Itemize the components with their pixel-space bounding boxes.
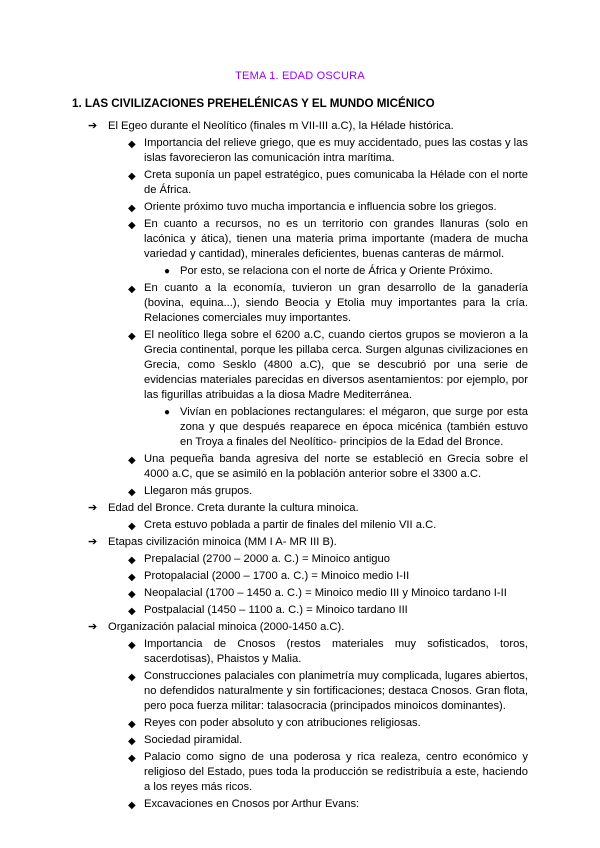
list-item (128, 750, 528, 795)
list-item (128, 328, 528, 450)
sub-items (164, 405, 528, 450)
arrow-bullet-icon: ➔ (88, 120, 98, 132)
document-title: TEMA 1. EDAD OSCURA (235, 70, 365, 82)
section-text: El Egeo durante el Neolítico (finales m VII-III a.C), la Hélade histórica. (108, 120, 454, 132)
diamond-bullet-icon: ◆ (128, 203, 136, 214)
list-item-text: Prepalacial (2700 – 2000 a. C.) = Minoico antiguo (144, 553, 390, 565)
diamond-bullet-icon: ◆ (128, 606, 136, 617)
diamond-bullet-icon: ◆ (128, 572, 136, 583)
list-item (128, 136, 528, 166)
section-items (128, 552, 528, 618)
arrow-bullet-icon: ➔ (88, 536, 98, 548)
outline-section (88, 535, 528, 618)
outline-section (88, 501, 528, 533)
diamond-bullet-icon: ◆ (128, 487, 136, 498)
diamond-bullet-icon: ◆ (128, 171, 136, 182)
list-item (128, 552, 528, 567)
section-text: Edad del Bronce. Creta durante la cultura minoica. (108, 502, 359, 514)
list-item-text: Palacio como signo de una poderosa y rica realeza, centro económico y religioso del Estado, pues toda la producción se redistribuía a este, haciendo a los reyes más ricos. (144, 751, 528, 793)
list-item-text: Construcciones palaciales con planimetría muy complicada, lugares abiertos, no defendidos naturalmente y sin fortificaciones; destaca Cnosos. Gran flota, pero poca fuerza militar: talasocracia (principados minoicos dominantes). (144, 670, 528, 712)
diamond-bullet-icon: ◆ (128, 753, 136, 764)
sub-list-item (164, 264, 528, 279)
list-item-text: Protopalacial (2000 – 1700 a. C.) = Minoico medio I-II (144, 570, 410, 582)
diamond-bullet-icon: ◆ (128, 521, 136, 532)
dot-bullet-icon: ● (164, 407, 171, 418)
outline-section (88, 119, 528, 499)
sub-items (164, 264, 528, 279)
list-item (128, 281, 528, 326)
list-item-text: Reyes con poder absoluto y con atribuciones religiosas. (144, 717, 421, 729)
list-item (128, 603, 528, 618)
diamond-bullet-icon: ◆ (128, 800, 136, 811)
section-items (128, 136, 528, 499)
list-item (128, 217, 528, 279)
section-heading: 1. LAS CIVILIZACIONES PREHELÉNICAS Y EL MUNDO MICÉNICO (72, 97, 435, 110)
list-item-text: Llegaron más grupos. (144, 485, 253, 497)
list-item-text: Importancia de Cnosos (restos materiales muy sofisticados, toros, sacerdotisas), Phaistos y Malia. (144, 638, 528, 665)
list-item-text: Postpalacial (1450 – 1100 a. C.) = Minoico tardano III (144, 604, 408, 616)
list-item (128, 518, 528, 533)
diamond-bullet-icon: ◆ (128, 220, 136, 231)
list-item-text: Una pequeña banda agresiva del norte se estableció en Grecia sobre el 4000 a.C, que se asimiló en la población anterior sobre el 3300 a.C. (144, 453, 528, 480)
list-item (128, 669, 528, 714)
list-item-text: Oriente próximo tuvo mucha importancia e influencia sobre los griegos. (144, 201, 497, 213)
list-item (128, 168, 528, 198)
diamond-bullet-icon: ◆ (128, 331, 136, 342)
list-item-text: En cuanto a recursos, no es un territorio con grandes llanuras (solo en lacónica y ática), tienen una materia prima importante (madera de mucha variedad y cantidad), minerales deficientes, buenas canteras de mármol. (144, 218, 528, 260)
list-item-text: Creta suponía un papel estratégico, pues comunicaba la Hélade con el norte de África. (144, 169, 528, 196)
dot-bullet-icon: ● (164, 266, 171, 277)
list-item (128, 200, 528, 215)
list-item (128, 637, 528, 667)
list-item-text: En cuanto a la economía, tuvieron un gran desarrollo de la ganadería (bovina, equina...), siendo Beocia y Etolia muy importantes para la cría. Relaciones comerciales muy importantes. (144, 282, 528, 324)
outline-list (88, 119, 528, 814)
diamond-bullet-icon: ◆ (128, 455, 136, 466)
diamond-bullet-icon: ◆ (128, 284, 136, 295)
list-item (128, 586, 528, 601)
section-items (128, 518, 528, 533)
list-item-text: El neolítico llega sobre el 6200 a.C, cuando ciertos grupos se movieron a la Grecia continental, porque les pillaba cerca. Surgen algunas civilizaciones en Grecia, como Sesklo (4800 a.C), que se descubrió por una serie de evidencias materiales parecidas en diversos asentamientos: por ejemplo, por las figurillas atribuidas a la diosa Madre Mediterránea. (144, 329, 528, 401)
section-text: Organización palacial minoica (2000-1450 a.C). (108, 621, 345, 633)
diamond-bullet-icon: ◆ (128, 719, 136, 730)
list-item (128, 797, 528, 812)
list-item-text: Importancia del relieve griego, que es muy accidentado, pues las costas y las islas favorecieron las comunicación intra marítima. (144, 137, 528, 164)
outline-section (88, 620, 528, 812)
diamond-bullet-icon: ◆ (128, 139, 136, 150)
sub-list-item (164, 405, 528, 450)
diamond-bullet-icon: ◆ (128, 672, 136, 683)
sub-item-text: Por esto, se relaciona con el norte de África y Oriente Próximo. (180, 265, 493, 277)
section-text: Etapas civilización minoica (MM I A- MR III B). (108, 536, 337, 548)
sub-item-text: Vivían en poblaciones rectangulares: el mégaron, que surge por esta zona y que después reaparece en época micénica (también estuvo en Troya a finales del Neolítico- principios de la Edad del Bronce. (180, 406, 528, 448)
section-items (128, 637, 528, 812)
list-item (128, 716, 528, 731)
diamond-bullet-icon: ◆ (128, 736, 136, 747)
diamond-bullet-icon: ◆ (128, 640, 136, 651)
list-item-text: Sociedad piramidal. (144, 734, 243, 746)
list-item-text: Creta estuvo poblada a partir de finales del milenio VII a.C. (144, 519, 437, 531)
list-item (128, 452, 528, 482)
diamond-bullet-icon: ◆ (128, 589, 136, 600)
list-item-text: Neopalacial (1700 – 1450 a. C.) = Minoico medio III y Minoico tardano I-II (144, 587, 507, 599)
diamond-bullet-icon: ◆ (128, 555, 136, 566)
list-item (128, 569, 528, 584)
arrow-bullet-icon: ➔ (88, 502, 98, 514)
arrow-bullet-icon: ➔ (88, 621, 98, 633)
list-item (128, 733, 528, 748)
list-item (128, 484, 528, 499)
list-item-text: Excavaciones en Cnosos por Arthur Evans: (144, 798, 360, 810)
